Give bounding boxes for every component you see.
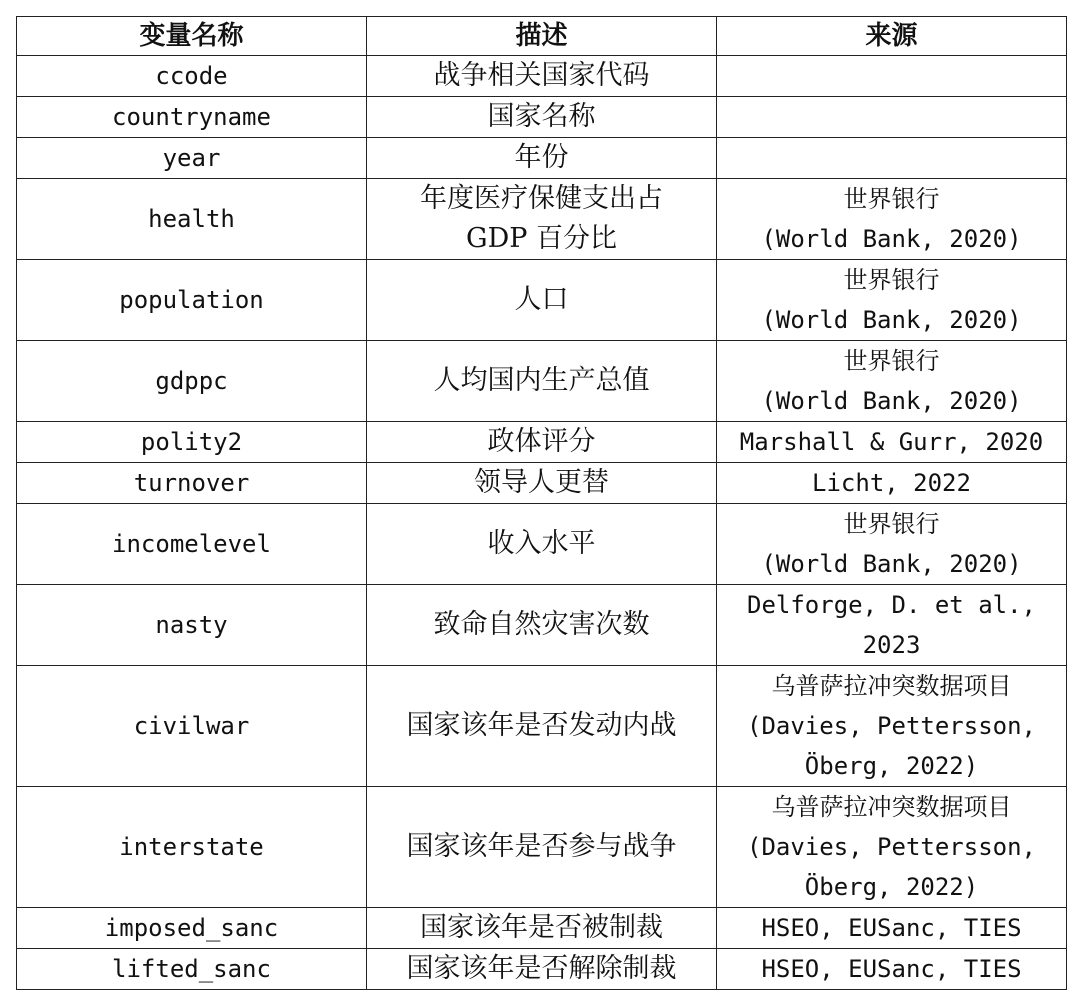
header-source: 来源 bbox=[717, 17, 1067, 56]
description-cell: 政体评分 bbox=[367, 422, 717, 463]
source-cell bbox=[717, 138, 1067, 179]
source-cell bbox=[717, 56, 1067, 97]
variable-cell: ccode bbox=[17, 56, 367, 97]
table-body bbox=[17, 56, 1067, 990]
source-cell: 世界银行 (World Bank, 2020) bbox=[717, 179, 1067, 260]
table-row bbox=[17, 463, 1067, 504]
variable-cell: year bbox=[17, 138, 367, 179]
variable-cell: turnover bbox=[17, 463, 367, 504]
variable-cell: incomelevel bbox=[17, 504, 367, 585]
table-row bbox=[17, 666, 1067, 787]
description-cell: 国家该年是否发动内战 bbox=[367, 666, 717, 787]
description-cell: 年度医疗保健支出占 GDP 百分比 bbox=[367, 179, 717, 260]
variables-table bbox=[16, 16, 1067, 990]
source-cell: 世界银行 (World Bank, 2020) bbox=[717, 504, 1067, 585]
table-row bbox=[17, 422, 1067, 463]
source-cell: 乌普萨拉冲突数据项目 (Davies, Pettersson, Öberg, 2022) bbox=[717, 787, 1067, 908]
table-row bbox=[17, 56, 1067, 97]
variable-cell: population bbox=[17, 260, 367, 341]
variable-cell: polity2 bbox=[17, 422, 367, 463]
source-cell: 世界银行 (World Bank, 2020) bbox=[717, 341, 1067, 422]
header-row bbox=[17, 17, 1067, 56]
variable-cell: health bbox=[17, 179, 367, 260]
description-cell: 战争相关国家代码 bbox=[367, 56, 717, 97]
variable-cell: gdppc bbox=[17, 341, 367, 422]
source-cell: Marshall & Gurr, 2020 bbox=[717, 422, 1067, 463]
source-cell: 乌普萨拉冲突数据项目 (Davies, Pettersson, Öberg, 2022) bbox=[717, 666, 1067, 787]
table-row bbox=[17, 585, 1067, 666]
description-cell: 人口 bbox=[367, 260, 717, 341]
variable-cell: countryname bbox=[17, 97, 367, 138]
variable-cell: lifted_sanc bbox=[17, 949, 367, 990]
table-header bbox=[17, 17, 1067, 56]
variable-cell: imposed_sanc bbox=[17, 908, 367, 949]
description-cell: 国家该年是否被制裁 bbox=[367, 908, 717, 949]
table-row bbox=[17, 504, 1067, 585]
description-cell: 人均国内生产总值 bbox=[367, 341, 717, 422]
table-row bbox=[17, 341, 1067, 422]
header-description: 描述 bbox=[367, 17, 717, 56]
table-row bbox=[17, 949, 1067, 990]
variable-cell: interstate bbox=[17, 787, 367, 908]
description-cell: 国家名称 bbox=[367, 97, 717, 138]
source-cell bbox=[717, 97, 1067, 138]
source-cell: HSEO, EUSanc, TIES bbox=[717, 908, 1067, 949]
table-row bbox=[17, 787, 1067, 908]
table-row bbox=[17, 138, 1067, 179]
source-cell: Licht, 2022 bbox=[717, 463, 1067, 504]
description-cell: 领导人更替 bbox=[367, 463, 717, 504]
source-cell: Delforge, D. et al., 2023 bbox=[717, 585, 1067, 666]
description-cell: 年份 bbox=[367, 138, 717, 179]
description-cell: 国家该年是否解除制裁 bbox=[367, 949, 717, 990]
source-cell: 世界银行 (World Bank, 2020) bbox=[717, 260, 1067, 341]
table-row bbox=[17, 260, 1067, 341]
table-row bbox=[17, 179, 1067, 260]
description-cell: 致命自然灾害次数 bbox=[367, 585, 717, 666]
source-cell: HSEO, EUSanc, TIES bbox=[717, 949, 1067, 990]
table-row bbox=[17, 97, 1067, 138]
header-variable-name: 变量名称 bbox=[17, 17, 367, 56]
description-cell: 收入水平 bbox=[367, 504, 717, 585]
variable-cell: civilwar bbox=[17, 666, 367, 787]
description-cell: 国家该年是否参与战争 bbox=[367, 787, 717, 908]
table-row bbox=[17, 908, 1067, 949]
variable-cell: nasty bbox=[17, 585, 367, 666]
